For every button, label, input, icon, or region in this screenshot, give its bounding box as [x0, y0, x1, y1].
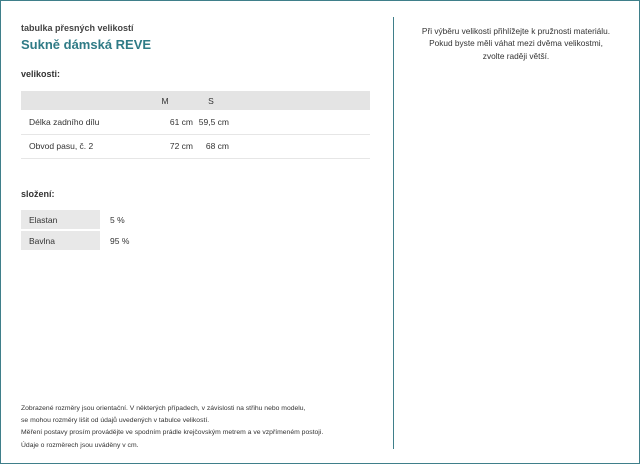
- composition-heading: složení:: [21, 189, 55, 199]
- sizes-heading: velikosti:: [21, 69, 61, 79]
- note-line: Údaje o rozměrech jsou uváděny v cm.: [21, 441, 139, 449]
- table-row: [21, 110, 370, 134]
- measurement-value-m: 72 cm: [169, 141, 193, 151]
- size-column-s: S: [208, 95, 214, 106]
- size-advice: [401, 25, 631, 62]
- material-name: Elastan: [21, 210, 100, 229]
- product-title: Sukně dámská REVE: [21, 37, 152, 52]
- note-line: Zobrazené rozměry jsou orientační. V některých případech, v závislosti na střihu nebo modelu,: [21, 405, 306, 412]
- row-filler: [229, 134, 370, 158]
- note-line: se mohou rozměry lišit od údajů uvedených v tabulce velikostí.: [21, 417, 210, 425]
- advice-line: zvolte raději větší.: [482, 50, 550, 61]
- chart-subtitle: tabulka přesných velikostí: [21, 23, 134, 33]
- advice-line: Pokud byste měli váhat mezi dvěma velikostmi,: [429, 38, 603, 49]
- composition-row: [21, 210, 130, 229]
- measurement-name: Obvod pasu, č. 2: [29, 141, 94, 151]
- row-filler: [229, 110, 370, 134]
- measurement-value-s: 68 cm: [205, 141, 229, 151]
- sizes-header-rest: [229, 91, 370, 110]
- material-percent: 95 %: [110, 235, 130, 246]
- size-chart-left-column: [21, 23, 371, 246]
- measurement-notes: [21, 403, 381, 452]
- sizes-header-blank: [21, 91, 137, 110]
- table-row: [21, 134, 370, 158]
- material-percent: 5 %: [110, 214, 125, 225]
- composition-table: [21, 208, 130, 252]
- advice-line: Při výběru velikosti přihlížejte k pružnosti materiálu.: [421, 26, 611, 36]
- size-column-m: M: [161, 95, 169, 106]
- measurement-value-s: 59,5 cm: [198, 116, 229, 127]
- measurement-value-m: 61 cm: [169, 116, 193, 127]
- composition-row: [21, 231, 130, 250]
- column-divider: [393, 17, 394, 449]
- material-name: Bavlna: [21, 231, 100, 250]
- note-line: Měření postavy prosím provádějte ve spodním prádle krejčovským metrem a ve vzpřímeném postoji.: [21, 429, 324, 437]
- sizes-header-row: [21, 91, 370, 110]
- sizes-table: [21, 91, 370, 159]
- measurement-name: Délka zadního dílu: [29, 116, 100, 127]
